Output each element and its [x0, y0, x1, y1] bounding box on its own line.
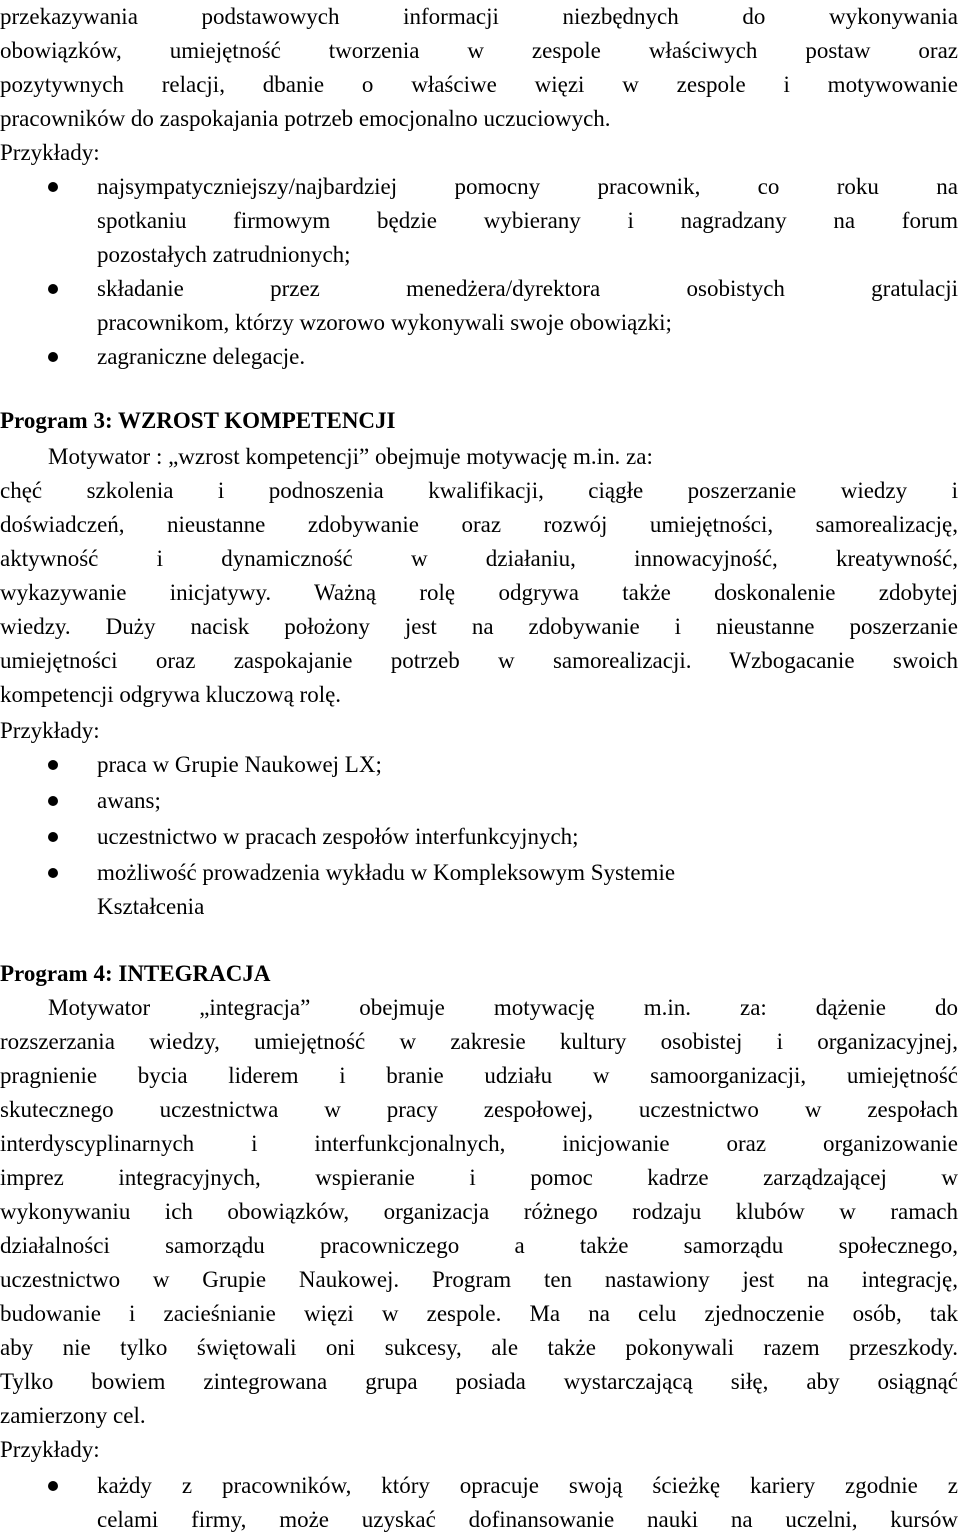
text-line: imprez integracyjnych, wspieranie i pomoc kadrze zarządzającej w: [0, 1165, 958, 1190]
list-item: [0, 170, 958, 272]
bullet-icon: [48, 1481, 58, 1491]
list-item: [0, 340, 958, 374]
text-line: chęć szkolenia i podnoszenia kwalifikacji, ciągłe poszerzanie wiedzy i: [0, 478, 958, 503]
list-item: [0, 272, 958, 340]
list-item-line: składanie przez menedżera/dyrektora osobistych gratulacji: [97, 276, 958, 301]
text-line: uczestnictwo w Grupie Naukowej. Program ten nastawiony jest na integrację,: [0, 1267, 958, 1292]
list-item-line: możliwość prowadzenia wykładu w Kompleksowym Systemie: [97, 860, 676, 885]
text-line: umiejętności oraz zaspokajanie potrzeb w samorealizacji. Wzbogacanie swoich: [0, 648, 958, 673]
text-line: pozytywnych relacji, dbanie o właściwe więzi w zespole i motywowanie: [0, 72, 958, 97]
text-line: interdyscyplinarnych i interfunkcjonalnych, inicjowanie oraz organizowanie: [0, 1131, 958, 1156]
text-line: obowiązków, umiejętność tworzenia w zespole właściwych postaw oraz: [0, 38, 958, 63]
list-item: [0, 748, 958, 784]
program-3-paragraph: [0, 440, 958, 712]
text-line: wykonywaniu ich obowiązków, organizacja różnego rodzaju klubów w ramach: [0, 1199, 958, 1224]
list-item: [0, 1469, 958, 1537]
list-item-line: pracownikom, którzy wzorowo wykonywali swoje obowiązki;: [97, 310, 672, 335]
program-3-heading: Program 3: WZROST KOMPETENCJI: [0, 408, 396, 433]
bullet-icon: [48, 284, 58, 294]
text-line: wiedzy. Duży nacisk położony jest na zdobywanie i nieustanne poszerzanie: [0, 614, 958, 639]
program-4-examples-list: [0, 1469, 958, 1537]
intro-paragraph: [0, 0, 958, 136]
text-line: Tylko bowiem zintegrowana grupa posiada wystarczającą siłę, aby osiągnąć: [0, 1369, 958, 1394]
examples-label: Przykłady:: [0, 1437, 100, 1462]
text-line: doświadczeń, nieustanne zdobywanie oraz rozwój umiejętności, samorealizację,: [0, 512, 958, 537]
bullet-icon: [48, 760, 58, 770]
examples-list-1: [0, 170, 958, 374]
text-line: budowanie i zacieśnianie więzi w zespole. Ma na celu zjednoczenie osób, tak: [0, 1301, 958, 1326]
text-line: wykazywanie inicjatywy. Ważną rolę odgrywa także doskonalenie zdobytej: [0, 580, 958, 605]
list-item-line: spotkaniu firmowym będzie wybierany i nagradzany na forum: [97, 208, 958, 233]
list-item: [0, 820, 958, 856]
text-line: pracowników do zaspokajania potrzeb emocjonalno uczuciowych.: [0, 106, 611, 131]
list-item-line: uczestnictwo w pracach zespołów interfunkcyjnych;: [97, 824, 579, 849]
text-line: działalności samorządu pracowniczego a także samorządu społecznego,: [0, 1233, 958, 1258]
list-item-line: każdy z pracowników, który opracuje swoją ścieżkę kariery zgodnie z: [97, 1473, 958, 1498]
text-line: Motywator „integracja” obejmuje motywację m.in. za: dążenie do: [48, 995, 958, 1020]
text-line: aktywność i dynamiczność w działaniu, innowacyjność, kreatywność,: [0, 546, 958, 571]
list-item-line: pozostałych zatrudnionych;: [97, 242, 351, 267]
text-line: przekazywania podstawowych informacji niezbędnych do wykonywania: [0, 4, 958, 29]
bullet-icon: [48, 796, 58, 806]
text-line: Motywator : „wzrost kompetencji” obejmuje motywację m.in. za:: [48, 444, 653, 469]
examples-label: Przykłady:: [0, 140, 100, 165]
bullet-icon: [48, 182, 58, 192]
text-line: pragnienie bycia liderem i branie udziału w samoorganizacji, umiejętność: [0, 1063, 958, 1088]
program-4-heading: Program 4: INTEGRACJA: [0, 961, 271, 986]
list-item-line: zagraniczne delegacje.: [97, 344, 306, 369]
text-line: skutecznego uczestnictwa w pracy zespołowej, uczestnictwo w zespołach: [0, 1097, 958, 1122]
list-item-line: najsympatyczniejszy/najbardziej pomocny pracownik, co roku na: [97, 174, 958, 199]
text-line: zamierzony cel.: [0, 1403, 146, 1428]
text-line: aby nie tylko świętowali oni sukcesy, ale także pokonywali razem przeszkody.: [0, 1335, 958, 1360]
list-item-line: celami firmy, może uzyskać dofinansowanie nauki na uczelni, kursów: [97, 1507, 958, 1532]
program-4-paragraph: [0, 991, 958, 1433]
list-item: [0, 856, 958, 924]
bullet-icon: [48, 352, 58, 362]
list-item: [0, 784, 958, 820]
list-item-line: Kształcenia: [97, 894, 205, 919]
list-item-line: praca w Grupie Naukowej LX;: [97, 752, 382, 777]
examples-label: Przykłady:: [0, 718, 100, 743]
list-item-line: awans;: [97, 788, 161, 813]
text-line: kompetencji odgrywa kluczową rolę.: [0, 682, 342, 707]
text-line: rozszerzania wiedzy, umiejętność w zakresie kultury osobistej i organizacyjnej,: [0, 1029, 958, 1054]
program-3-examples-list: [0, 748, 958, 924]
bullet-icon: [48, 868, 58, 878]
bullet-icon: [48, 832, 58, 842]
